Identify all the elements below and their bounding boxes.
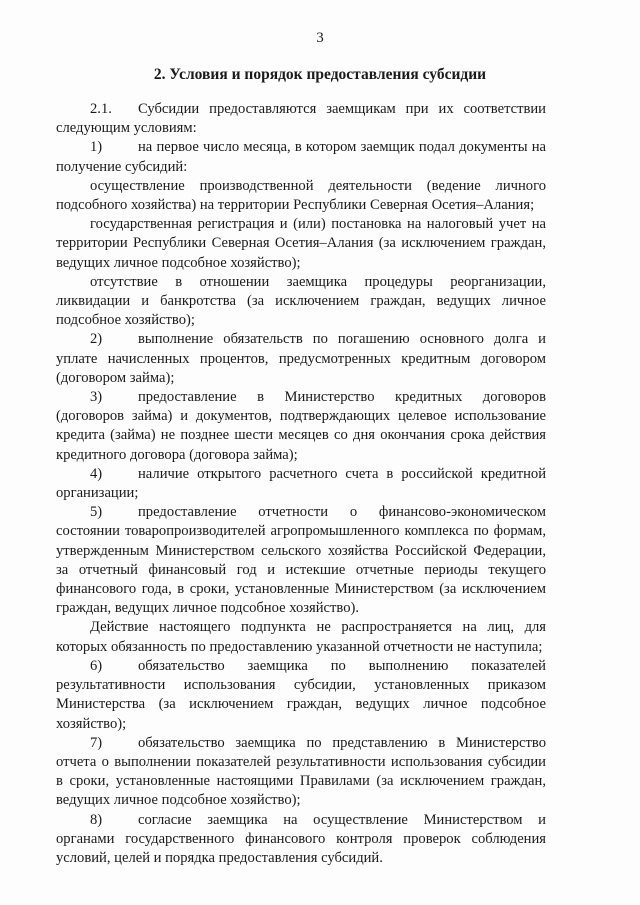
paragraph-text: наличие открытого расчетного счета в российской кредитной организации; — [56, 465, 546, 502]
paragraph-condition-4 — [56, 465, 546, 503]
paragraph-number: 6) — [90, 657, 103, 674]
paragraph-text: осуществление производственной деятельности (ведение личного подсобного хозяйства) на территории Республики Северная Осетия–Алания; — [56, 177, 546, 214]
paragraph-condition-1-no-bankruptcy — [56, 273, 546, 331]
paragraph-number: 4) — [90, 465, 103, 482]
paragraph-text: обязательство заемщика по выполнению показателей результативности использования субсидии, установленных приказом Министерства (за исключением граждан, ведущих личное подсобное хозяйство); — [56, 657, 546, 732]
page-number: 3 — [316, 30, 324, 46]
paragraph-condition-7 — [56, 734, 546, 811]
section-heading: 2. Условия и порядок предоставления субсидии — [153, 66, 487, 83]
paragraph-condition-8 — [56, 811, 546, 869]
paragraph-text: Субсидии предоставляются заемщикам при их соответствии следующим условиям: — [56, 101, 546, 137]
paragraph-condition-5 — [56, 503, 546, 618]
paragraph-number: 7) — [90, 734, 103, 751]
paragraph-text: Действие настоящего подпункта не распространяется на лиц, для которых обязанность по предоставлению указанной отчетности не наступила; — [56, 619, 546, 655]
paragraph-condition-5-note — [56, 618, 546, 656]
paragraph-text: обязательство заемщика по представлению в Министерство отчета о выполнении показателей результативности использования субсидии в сроки, установленные настоящими Правилами (за исключением граждан, ведущих личное подсобное хозяйство); — [56, 734, 546, 809]
paragraph-2-1 — [56, 100, 546, 138]
paragraph-text: предоставление отчетности о финансово-экономическом состоянии товаропроизводителей агропромышленного комплекса по формам, утвержденным Министерством сельского хозяйства Российской Федерации, за отчетный финансовый год и истекшие отчетные периоды текущего финансового года, в сроки, установленные Министерством (за исключением граждан, ведущих личное подсобное хозяйство). — [56, 504, 546, 617]
paragraph-number: 2.1. — [90, 101, 112, 117]
paragraph-number: 2) — [90, 331, 103, 348]
paragraph-text: предоставление в Министерство кредитных договоров (договоров займа) и документов, подтверждающих целевое использование кредита (займа) не позднее шести месяцев со дня окончания срока действия кредитного договора (договора займа); — [56, 389, 546, 463]
paragraph-text: на первое число месяца, в котором заемщик подал документы на получение субсидий: — [56, 139, 546, 175]
paragraph-number: 8) — [90, 811, 103, 828]
paragraph-condition-1-production — [56, 177, 546, 215]
paragraph-condition-1 — [56, 138, 546, 176]
paragraph-number: 5) — [90, 504, 103, 521]
paragraph-text: выполнение обязательств по погашению основного долга и уплате начисленных процентов, предусмотренных кредитным договором (договором займа); — [56, 331, 546, 386]
paragraph-text: государственная регистрация и (или) постановка на налоговый учет на территории Республики Северная Осетия–Алания (за исключением граждан, ведущих личное подсобное хозяйство); — [56, 216, 546, 271]
document-body — [56, 100, 546, 868]
paragraph-condition-1-registration — [56, 215, 546, 273]
paragraph-number: 1) — [90, 139, 103, 156]
paragraph-text: отсутствие в отношении заемщика процедуры реорганизации, ликвидации и банкротства (за исключением граждан, ведущих личное подсобное хозяйство); — [56, 273, 546, 329]
paragraph-text: согласие заемщика на осуществление Министерством и органами государственного финансового контроля проверок соблюдения условий, целей и порядка предоставления субсидий. — [56, 811, 546, 866]
paragraph-condition-3 — [56, 388, 546, 465]
paragraph-number: 3) — [90, 389, 103, 406]
paragraph-condition-6 — [56, 657, 546, 734]
paragraph-condition-2 — [56, 330, 546, 388]
